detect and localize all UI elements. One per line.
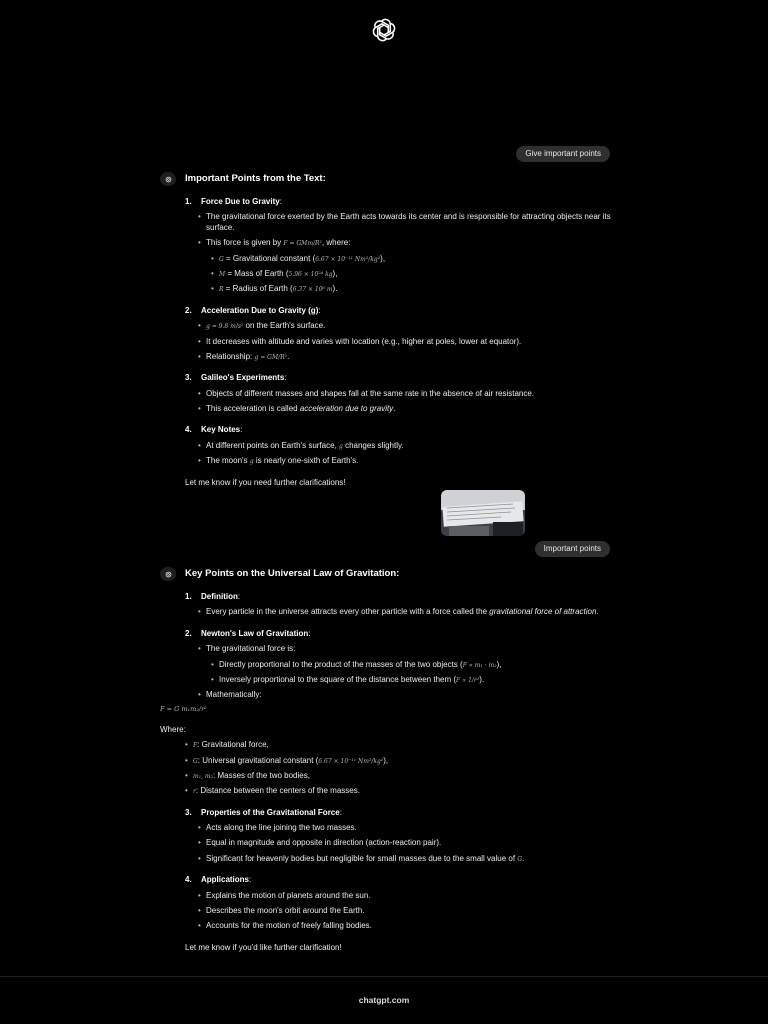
math-expression: g = GM/R² [254, 353, 288, 361]
text-run: : Universal gravitational constant ( [197, 755, 319, 765]
bullet-item [198, 212, 620, 233]
text-run: ), [380, 253, 386, 263]
math-expression: G [517, 855, 523, 863]
bullet-item [198, 644, 620, 685]
text-run: ). [479, 674, 485, 684]
math-expression: g [249, 458, 254, 466]
text-run: . [522, 853, 525, 863]
math-expression: G [219, 255, 224, 263]
math-expression: M [219, 270, 226, 278]
math-expression: R [219, 286, 224, 294]
numbered-section [160, 628, 620, 797]
assistant-message [160, 172, 620, 488]
numbered-section [185, 808, 620, 865]
emphasis-text: acceleration due to gravity [299, 404, 394, 414]
text-run: Describes the moon's orbit around the Earth. [206, 906, 365, 916]
text-run: on the Earth's surface. [243, 321, 326, 331]
section-number: 1. [185, 592, 192, 601]
photo-thumbnail[interactable] [441, 490, 525, 536]
text-run: This acceleration is called [206, 404, 300, 414]
section-heading [185, 306, 620, 316]
math-expression: g = 9.8 m/s² [206, 323, 244, 331]
bullet-item [198, 823, 620, 833]
text-run: ), [496, 659, 502, 669]
sub-bullet-item [211, 254, 620, 264]
text-run: Every particle in the universe attracts every other particle with a force called the [206, 607, 490, 617]
sub-bullet-item [211, 660, 620, 670]
math-expression: F ∝ 1/r² [456, 676, 480, 684]
text-run: Significant for heavenly bodies but negligible for small masses due to the small value of [206, 853, 518, 863]
math-expression: F [193, 742, 198, 750]
math-expression: r [193, 788, 196, 796]
text-run: Accounts for the motion of freely falling bodies. [206, 921, 372, 931]
section-heading [185, 592, 620, 602]
text-run: is nearly one-sixth of Earth's. [253, 456, 359, 466]
section-heading [185, 197, 620, 207]
sub-bullet-list [211, 660, 620, 686]
section-number: 4. [185, 425, 192, 435]
text-run: The moon's [206, 456, 250, 466]
bullet-list [198, 441, 620, 467]
math-expression: 6.67 × 10⁻¹¹ Nm²/kg² [318, 757, 384, 765]
bullet-item [198, 238, 620, 295]
text-run: ), [332, 268, 338, 278]
emphasis-text: gravitational force of attraction [489, 607, 597, 617]
bullet-list [198, 321, 620, 362]
text-run: It decreases with altitude and varies with location (e.g., higher at poles, lower at equator). [206, 336, 522, 346]
heading-colon: : [318, 305, 321, 315]
text-run: The gravitational force exerted by the Earth acts towards its center and is responsible for attracting objects near its surface. [206, 212, 611, 232]
text-run: changes slightly. [342, 440, 404, 450]
text-run: This force is given by [206, 238, 284, 248]
assistant-message [160, 567, 620, 953]
heading-colon: : [339, 807, 342, 817]
bullet-item [198, 337, 620, 347]
bullet-list [198, 212, 620, 294]
closing-text: Let me know if you'd like further clarification! [185, 942, 342, 952]
bullet-item [198, 456, 620, 466]
bullet-item [198, 854, 620, 864]
heading-colon: : [240, 425, 243, 435]
user-message: Give important points [516, 146, 610, 162]
text-run: , where: [321, 238, 351, 248]
heading-colon: : [284, 373, 287, 383]
bullet-list [198, 823, 620, 864]
text-run: : Masses of the two bodies, [213, 770, 310, 780]
response-body [160, 592, 620, 953]
section-heading [185, 875, 620, 885]
text-run: Directly proportional to the product of the masses of the two objects ( [219, 659, 463, 669]
text-run: Objects of different masses and shapes fall at the same rate in the absence of air resistance. [206, 388, 535, 398]
section-number: 2. [185, 628, 192, 638]
sub-bullet-item [211, 269, 620, 279]
math-expression: G [193, 757, 198, 765]
openai-logo-icon [366, 16, 402, 44]
bullet-item [198, 441, 620, 451]
section-heading-text: Force Due to Gravity [201, 197, 280, 206]
numbered-section [185, 197, 620, 295]
bullet-list [198, 389, 620, 415]
sub-bullet-item [211, 284, 620, 294]
math-expression: F = GMm/R² [283, 240, 322, 248]
heading-colon: : [279, 197, 282, 206]
text-run: = Gravitational constant ( [223, 253, 316, 263]
bullet-item [198, 404, 620, 414]
sub-bullet-item [185, 786, 620, 796]
text-run: ). [332, 284, 338, 294]
text-run: Explains the motion of planets around the sun. [206, 890, 371, 900]
numbered-section [185, 373, 620, 414]
sub-bullet-item [185, 740, 620, 750]
bullet-list [198, 644, 620, 701]
bullet-item [198, 838, 620, 848]
footer-site-link[interactable]: chatgpt.com [358, 995, 410, 1005]
text-run: The gravitational force is: [206, 644, 296, 654]
sub-bullet-list [185, 740, 620, 797]
section-heading-text: Properties of the Gravitational Force [201, 807, 340, 817]
bullet-item [198, 352, 620, 362]
closing-text: Let me know if you need further clarifications! [185, 477, 346, 487]
user-message: Important points [535, 541, 610, 557]
math-expression: 5.96 × 10²⁴ kg [288, 270, 333, 278]
section-heading [185, 425, 620, 435]
text-run: Acts along the line joining the two masses. [206, 823, 357, 833]
where-label: Where: [160, 724, 186, 734]
numbered-section [185, 306, 620, 363]
assistant-avatar-icon [160, 567, 176, 581]
sub-bullet-item [185, 771, 620, 781]
bullet-item [198, 906, 620, 916]
sub-bullet-item [185, 756, 620, 766]
assistant-avatar-icon [160, 172, 176, 186]
section-heading [185, 808, 620, 818]
math-expression: F ∝ m₁ · m₂ [462, 661, 497, 669]
text-run: Relationship: [206, 351, 255, 361]
section-number: 3. [185, 807, 192, 817]
bullet-item [198, 891, 620, 901]
bullet-item [198, 690, 620, 700]
bullet-item [198, 389, 620, 399]
math-expression: 6.37 × 10⁶ m [292, 286, 333, 294]
math-expression: 6.67 × 10⁻¹¹ Nm²/kg² [315, 255, 381, 263]
section-heading-text: Definition [201, 592, 238, 601]
text-run: . [596, 607, 599, 617]
section-number: 3. [185, 373, 192, 383]
text-run: = Mass of Earth ( [225, 268, 289, 278]
section-heading [185, 629, 620, 639]
section-number: 2. [185, 305, 192, 315]
response-title: Important Points from the Text: [185, 173, 326, 184]
section-number: 1. [185, 197, 192, 206]
section-heading [185, 373, 620, 383]
section-number: 4. [185, 875, 192, 885]
section-heading-text: Acceleration Due to Gravity (g) [201, 305, 319, 315]
heading-colon: : [237, 592, 241, 601]
math-expression: m₁, m₂ [193, 772, 214, 780]
footer-divider [0, 976, 768, 977]
sub-bullet-item [211, 675, 620, 685]
text-run: At different points on Earth's surface, [206, 440, 340, 450]
bullet-item [198, 607, 620, 617]
section-heading-text: Applications [201, 875, 250, 885]
text-run: = Radius of Earth ( [223, 284, 293, 294]
text-run: Inversely proportional to the square of the distance between them ( [219, 674, 457, 684]
bullet-item [198, 921, 620, 931]
display-formula: F = G m₁m₂/r² [160, 704, 207, 713]
response-body [185, 197, 620, 488]
section-heading-text: Key Notes [201, 425, 241, 435]
section-heading-text: Galileo's Experiments [201, 373, 285, 383]
text-run: : Distance between the centers of the masses. [195, 786, 360, 796]
numbered-section [185, 425, 620, 466]
sub-bullet-list [211, 254, 620, 295]
bullet-list [198, 607, 620, 617]
text-run: Mathematically: [206, 690, 262, 700]
text-run: : Gravitational force, [197, 740, 269, 750]
numbered-section [185, 592, 620, 618]
section-heading-text: Newton's Law of Gravitation [201, 628, 309, 638]
text-run: ), [383, 755, 389, 765]
bullet-list [198, 891, 620, 932]
text-run: Equal in magnitude and opposite in direction (action-reaction pair). [206, 838, 442, 848]
bullet-item [198, 321, 620, 331]
numbered-section [185, 875, 620, 932]
text-run: . [287, 351, 290, 361]
text-run: . [393, 404, 396, 414]
heading-colon: : [249, 875, 252, 885]
heading-colon: : [308, 628, 311, 638]
math-expression: g [339, 442, 343, 450]
response-title: Key Points on the Universal Law of Gravitation: [185, 568, 400, 579]
